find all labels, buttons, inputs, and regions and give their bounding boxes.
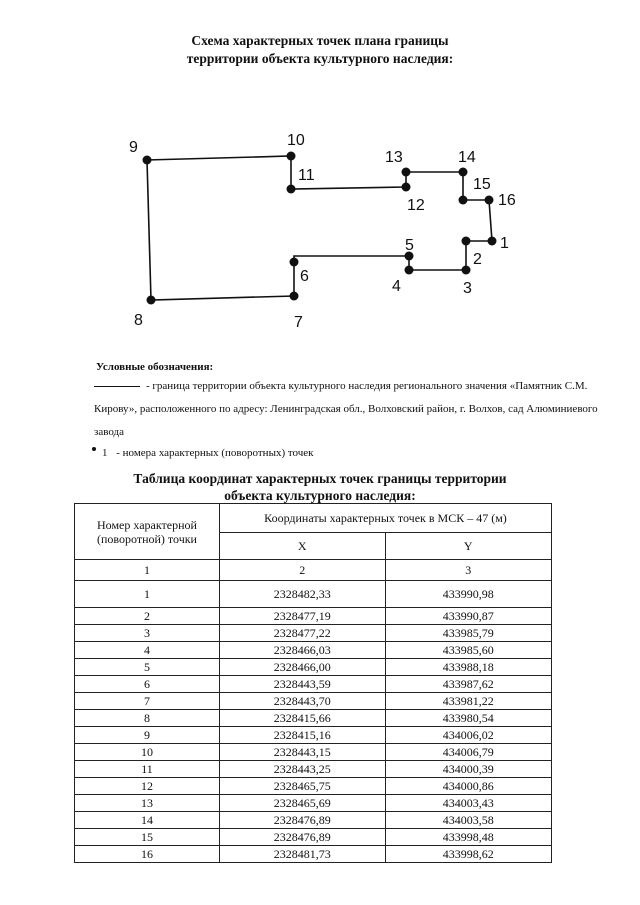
cell-x: 2328443,15 [219, 744, 385, 761]
point-label-7: 7 [294, 314, 303, 331]
header-x: X [219, 533, 385, 560]
cell-n: 10 [75, 744, 220, 761]
legend-boundary-text: - граница территории объекта культурного наследия регионального значения «Памятник С.М. Кирову», расположенного по адресу: Ленинградская обл., Волховский район, г. Волхов, сад Алюминиевого завода [94, 380, 598, 438]
table-row [75, 642, 552, 659]
cell-x: 2328481,73 [219, 846, 385, 863]
table-row [75, 744, 552, 761]
cell-x: 2328443,25 [219, 761, 385, 778]
point-label-5: 5 [405, 237, 414, 254]
point-label-2: 2 [473, 251, 482, 268]
header-coordinates: Координаты характерных точек в МСК – 47 (м) [219, 504, 551, 533]
point-label-1: 1 [500, 235, 509, 252]
table-row [75, 676, 552, 693]
cell-n: 4 [75, 642, 220, 659]
table-header-row [75, 504, 552, 533]
point-14 [459, 168, 468, 177]
cell-x: 2328465,69 [219, 795, 385, 812]
scheme-title [0, 32, 640, 68]
point-12 [402, 183, 411, 192]
legend-heading: Условные обозначения: [96, 361, 214, 373]
cell-y: 433998,62 [385, 846, 551, 863]
cell-n: 7 [75, 693, 220, 710]
table-row [75, 778, 552, 795]
coordinates-table [74, 503, 552, 863]
table-title-line-1: Таблица координат характерных точек границы территории [133, 471, 507, 486]
legend-point [92, 447, 314, 459]
cell-y: 433988,18 [385, 659, 551, 676]
point-label-15: 15 [473, 176, 491, 193]
legend-point-text: - номера характерных (поворотных) точек [116, 447, 314, 459]
table-row [75, 625, 552, 642]
point-label-11: 11 [298, 167, 315, 184]
cell-y: 434000,86 [385, 778, 551, 795]
table-row [75, 829, 552, 846]
cell-y: 433985,79 [385, 625, 551, 642]
point-3 [462, 266, 471, 275]
cell-y: 433981,22 [385, 693, 551, 710]
cell-x: 2328465,75 [219, 778, 385, 795]
cell-x: 2328466,00 [219, 659, 385, 676]
index-cell-3: 3 [385, 560, 551, 581]
table-row [75, 795, 552, 812]
cell-n: 13 [75, 795, 220, 812]
cell-y: 433985,60 [385, 642, 551, 659]
cell-y: 434003,43 [385, 795, 551, 812]
table-row [75, 812, 552, 829]
cell-n: 9 [75, 727, 220, 744]
header-y: Y [385, 533, 551, 560]
point-label-3: 3 [463, 280, 472, 297]
table-row [75, 659, 552, 676]
cell-y: 434003,58 [385, 812, 551, 829]
point-7 [290, 292, 299, 301]
cell-y: 434000,39 [385, 761, 551, 778]
cell-n: 14 [75, 812, 220, 829]
point-13 [402, 168, 411, 177]
point-label-6: 6 [300, 268, 309, 285]
table-row [75, 608, 552, 625]
legend-point-number: 1 [102, 447, 108, 459]
cell-x: 2328466,03 [219, 642, 385, 659]
legend-boundary-line-sample [94, 386, 140, 387]
table-row [75, 693, 552, 710]
cell-n: 3 [75, 625, 220, 642]
cell-x: 2328443,59 [219, 676, 385, 693]
cell-y: 433987,62 [385, 676, 551, 693]
point-labels [129, 132, 516, 331]
table-title [0, 470, 640, 504]
legend-point-dot [92, 447, 96, 451]
point-9 [143, 156, 152, 165]
cell-y: 434006,79 [385, 744, 551, 761]
cell-y: 433998,48 [385, 829, 551, 846]
cell-y: 433980,54 [385, 710, 551, 727]
table-row [75, 581, 552, 608]
header-point-number: Номер характерной (поворотной) точки [75, 504, 220, 560]
scheme-title-line-2: территории объекта культурного наследия: [186, 51, 454, 66]
cell-n: 12 [75, 778, 220, 795]
point-8 [147, 296, 156, 305]
cell-x: 2328443,70 [219, 693, 385, 710]
point-4 [405, 266, 414, 275]
point-16 [485, 196, 494, 205]
cell-x: 2328477,19 [219, 608, 385, 625]
cell-n: 6 [75, 676, 220, 693]
point-label-4: 4 [392, 278, 401, 295]
boundary-line [147, 156, 492, 300]
legend-boundary [94, 375, 615, 444]
cell-n: 8 [75, 710, 220, 727]
table-row [75, 846, 552, 863]
cell-n: 11 [75, 761, 220, 778]
point-label-13: 13 [385, 149, 403, 166]
point-label-12: 12 [407, 197, 425, 214]
boundary-points [143, 152, 497, 305]
cell-y: 433990,87 [385, 608, 551, 625]
table-row [75, 727, 552, 744]
table-row [75, 710, 552, 727]
cell-n: 5 [75, 659, 220, 676]
point-10 [287, 152, 296, 161]
cell-y: 434006,02 [385, 727, 551, 744]
point-label-14: 14 [458, 149, 476, 166]
point-6 [290, 258, 299, 267]
point-label-9: 9 [129, 139, 138, 156]
point-11 [287, 185, 296, 194]
point-label-10: 10 [287, 132, 305, 149]
point-15 [459, 196, 468, 205]
cell-x: 2328482,33 [219, 581, 385, 608]
point-1 [488, 237, 497, 246]
cell-y: 433990,98 [385, 581, 551, 608]
table-row [75, 761, 552, 778]
cell-x: 2328415,16 [219, 727, 385, 744]
cell-x: 2328476,89 [219, 812, 385, 829]
table-title-line-2: объекта культурного наследия: [224, 488, 416, 503]
boundary-scheme [0, 110, 640, 345]
index-cell-1: 1 [75, 560, 220, 581]
cell-x: 2328477,22 [219, 625, 385, 642]
table-index-row [75, 560, 552, 581]
cell-n: 15 [75, 829, 220, 846]
cell-x: 2328415,66 [219, 710, 385, 727]
point-label-8: 8 [134, 312, 143, 329]
cell-n: 1 [75, 581, 220, 608]
scheme-title-line-1: Схема характерных точек плана границы [191, 33, 449, 48]
point-label-16: 16 [498, 192, 516, 209]
point-2 [462, 237, 471, 246]
cell-n: 2 [75, 608, 220, 625]
index-cell-2: 2 [219, 560, 385, 581]
cell-n: 16 [75, 846, 220, 863]
cell-x: 2328476,89 [219, 829, 385, 846]
